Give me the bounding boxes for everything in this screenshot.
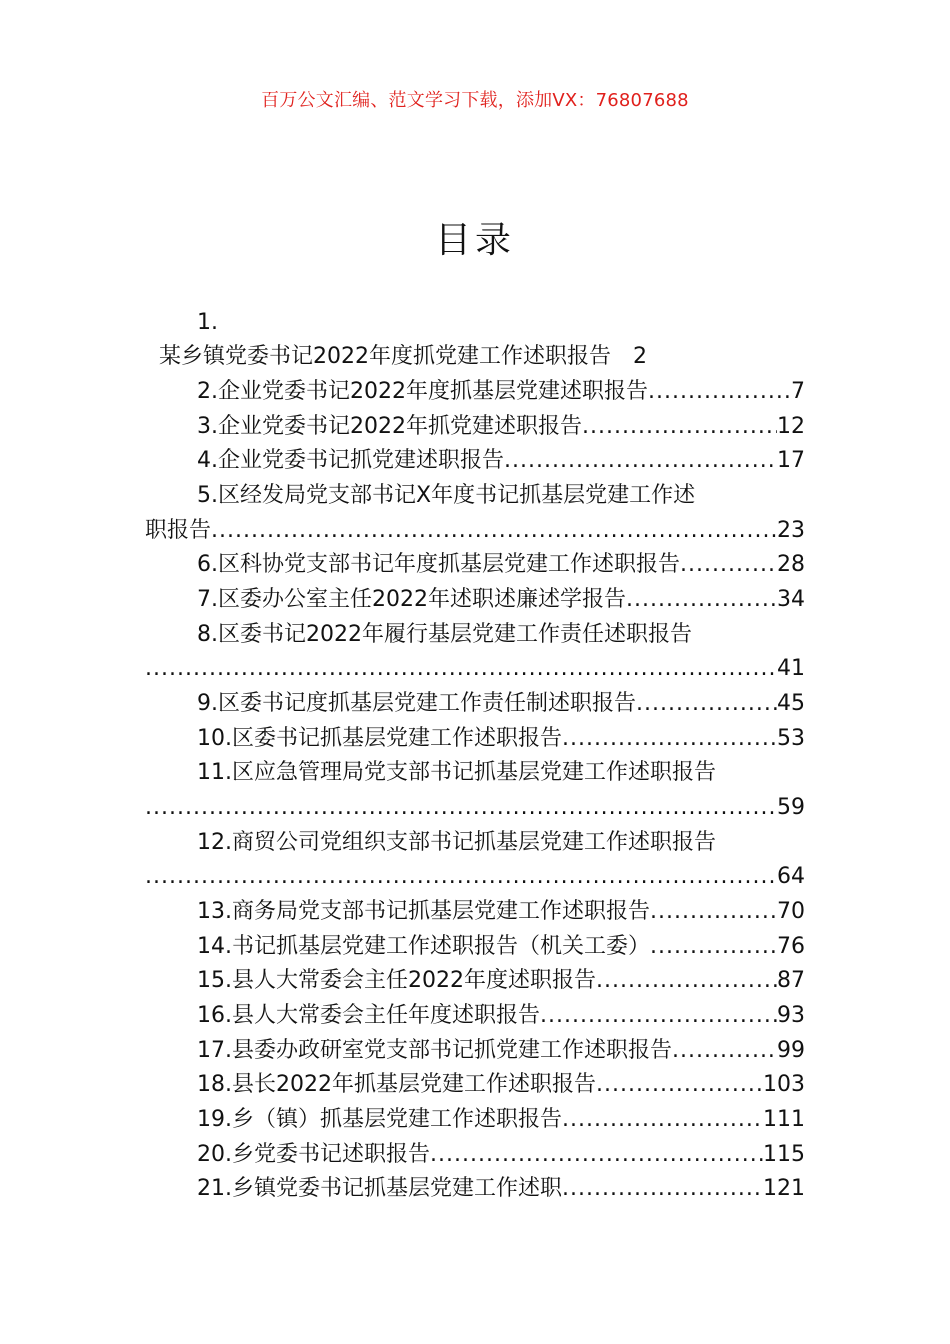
toc-page: 87	[777, 968, 805, 993]
toc-entry-21[interactable]	[145, 1172, 805, 1206]
toc-page: 93	[777, 1003, 805, 1028]
toc-number: 18.	[197, 1072, 232, 1097]
toc-page: 34	[777, 587, 805, 612]
toc-title: 企业党委书记抓党建述职报告	[218, 448, 505, 473]
toc-number: 20.	[197, 1142, 232, 1167]
toc-entry-11-cont[interactable]	[145, 791, 805, 825]
toc-title: 县长2022年抓基层党建工作述职报告	[232, 1072, 596, 1097]
toc-title: 乡镇党委书记抓基层党建工作述职	[232, 1176, 563, 1201]
toc-number: 21.	[197, 1176, 232, 1201]
toc-page: 17	[777, 448, 805, 473]
toc-entry-1-number-line[interactable]	[145, 306, 805, 340]
toc-page: 23	[777, 518, 805, 543]
toc-page: 115	[763, 1142, 805, 1167]
toc-page: 45	[777, 691, 805, 716]
header-note: 百万公文汇编、范文学习下载，添加VX：76807688	[261, 90, 689, 111]
toc-entry-12-cont[interactable]	[145, 860, 805, 894]
toc-number: 10.	[197, 726, 232, 751]
toc-entry-12[interactable]	[145, 826, 805, 860]
toc-title: 企业党委书记2022年抓党建述职报告	[218, 414, 582, 439]
toc-leader-dots	[648, 375, 791, 409]
toc-page: 64	[777, 864, 805, 889]
toc-entry-8[interactable]	[145, 618, 805, 652]
toc-entry-10[interactable]	[145, 722, 805, 756]
toc-entry-3[interactable]	[145, 410, 805, 444]
toc-title: 某乡镇党委书记2022年度抓党建工作述职报告	[159, 344, 611, 369]
toc-leader-dots	[562, 1172, 763, 1206]
toc-page: 7	[791, 379, 805, 404]
toc-title: 乡（镇）抓基层党建工作述职报告	[232, 1107, 563, 1132]
toc-entry-18[interactable]	[145, 1068, 805, 1102]
toc-leader-dots	[145, 652, 777, 686]
toc-title: 企业党委书记2022年度抓基层党建述职报告	[218, 379, 648, 404]
toc-title: 县人大常委会主任年度述职报告	[232, 1003, 541, 1028]
toc-leader-dots	[680, 548, 777, 582]
toc-page: 2	[633, 344, 647, 369]
toc-leader-dots	[562, 1103, 763, 1137]
toc-entry-4[interactable]	[145, 444, 805, 478]
toc-leader-dots	[596, 1068, 763, 1102]
toc-number: 9.	[197, 691, 218, 716]
toc-number: 4.	[197, 448, 218, 473]
toc-page: 103	[763, 1072, 805, 1097]
toc-leader-dots	[145, 791, 777, 825]
toc-title: 区应急管理局党支部书记抓基层党建工作述职报告	[232, 760, 717, 785]
toc-number: 11.	[197, 760, 232, 785]
toc-page: 53	[777, 726, 805, 751]
toc-entry-19[interactable]	[145, 1103, 805, 1137]
toc-entry-11[interactable]	[145, 756, 805, 790]
toc-leader-dots	[650, 930, 777, 964]
toc-number: 12.	[197, 830, 232, 855]
toc-title: 区科协党支部书记年度抓基层党建工作述职报告	[218, 552, 681, 577]
toc-title: 商贸公司党组织支部书记抓基层党建工作述职报告	[232, 830, 717, 855]
toc-title: 县人大常委会主任2022年度述职报告	[232, 968, 596, 993]
toc-page: 121	[763, 1176, 805, 1201]
toc-leader-dots	[626, 583, 777, 617]
toc-leader-dots	[540, 999, 777, 1033]
toc-page: 59	[777, 795, 805, 820]
toc-title: 乡党委书记述职报告	[232, 1142, 431, 1167]
toc-entry-17[interactable]	[145, 1034, 805, 1068]
toc-page: 111	[763, 1107, 805, 1132]
toc-entry-1[interactable]	[159, 340, 799, 374]
toc-entry-5[interactable]	[145, 479, 805, 513]
toc-title: 区委书记抓基层党建工作述职报告	[232, 726, 563, 751]
toc-number: 15.	[197, 968, 232, 993]
toc-number: 7.	[197, 587, 218, 612]
toc-number: 3.	[197, 414, 218, 439]
toc-title: 书记抓基层党建工作述职报告（机关工委）	[232, 934, 651, 959]
toc-leader-dots	[582, 410, 777, 444]
toc-page: 76	[777, 934, 805, 959]
toc-number: 13.	[197, 899, 232, 924]
toc-leader-dots	[636, 687, 777, 721]
toc-number: 8.	[197, 622, 218, 647]
toc-entry-5-cont[interactable]	[145, 514, 805, 548]
toc-entry-7[interactable]	[145, 583, 805, 617]
toc-entry-6[interactable]	[145, 548, 805, 582]
toc-page: 70	[777, 899, 805, 924]
toc-entry-2[interactable]	[145, 375, 805, 409]
toc-title-continued: 职报告	[145, 518, 212, 543]
toc-title: 县委办政研室党支部书记抓党建工作述职报告	[232, 1038, 673, 1063]
toc-number: 6.	[197, 552, 218, 577]
toc-title: 区经发局党支部书记X年度书记抓基层党建工作述	[218, 483, 696, 508]
toc-leader-dots	[672, 1034, 777, 1068]
toc-entry-20[interactable]	[145, 1138, 805, 1172]
toc-leader-dots	[504, 444, 777, 478]
toc-entry-13[interactable]	[145, 895, 805, 929]
toc-number: 5.	[197, 483, 218, 508]
toc-page: 41	[777, 656, 805, 681]
toc-entry-8-cont[interactable]	[145, 652, 805, 686]
toc-entry-14[interactable]	[145, 930, 805, 964]
toc-title: 区委书记2022年履行基层党建工作责任述职报告	[218, 622, 692, 647]
toc-number: 17.	[197, 1038, 232, 1063]
toc-page: 28	[777, 552, 805, 577]
toc-page: 99	[777, 1038, 805, 1063]
toc-title: 商务局党支部书记抓基层党建工作述职报告	[232, 899, 651, 924]
toc-leader-dots	[562, 722, 777, 756]
toc-leader-dots	[145, 860, 777, 894]
toc-entry-16[interactable]	[145, 999, 805, 1033]
toc-number: 1.	[197, 310, 218, 335]
toc-number: 14.	[197, 934, 232, 959]
toc-leader-dots	[596, 964, 777, 998]
toc-leader-dots	[430, 1138, 763, 1172]
toc-number: 2.	[197, 379, 218, 404]
toc-leader-dots	[211, 514, 777, 548]
toc-number: 19.	[197, 1107, 232, 1132]
toc-title: 区委办公室主任2022年述职述廉述学报告	[218, 587, 626, 612]
page-title: 目录	[434, 220, 515, 261]
toc-number: 16.	[197, 1003, 232, 1028]
toc-title: 区委书记度抓基层党建工作责任制述职报告	[218, 691, 637, 716]
toc-entry-15[interactable]	[145, 964, 805, 998]
toc-entry-9[interactable]	[145, 687, 805, 721]
toc-leader-dots	[650, 895, 777, 929]
toc-page: 12	[777, 414, 805, 439]
